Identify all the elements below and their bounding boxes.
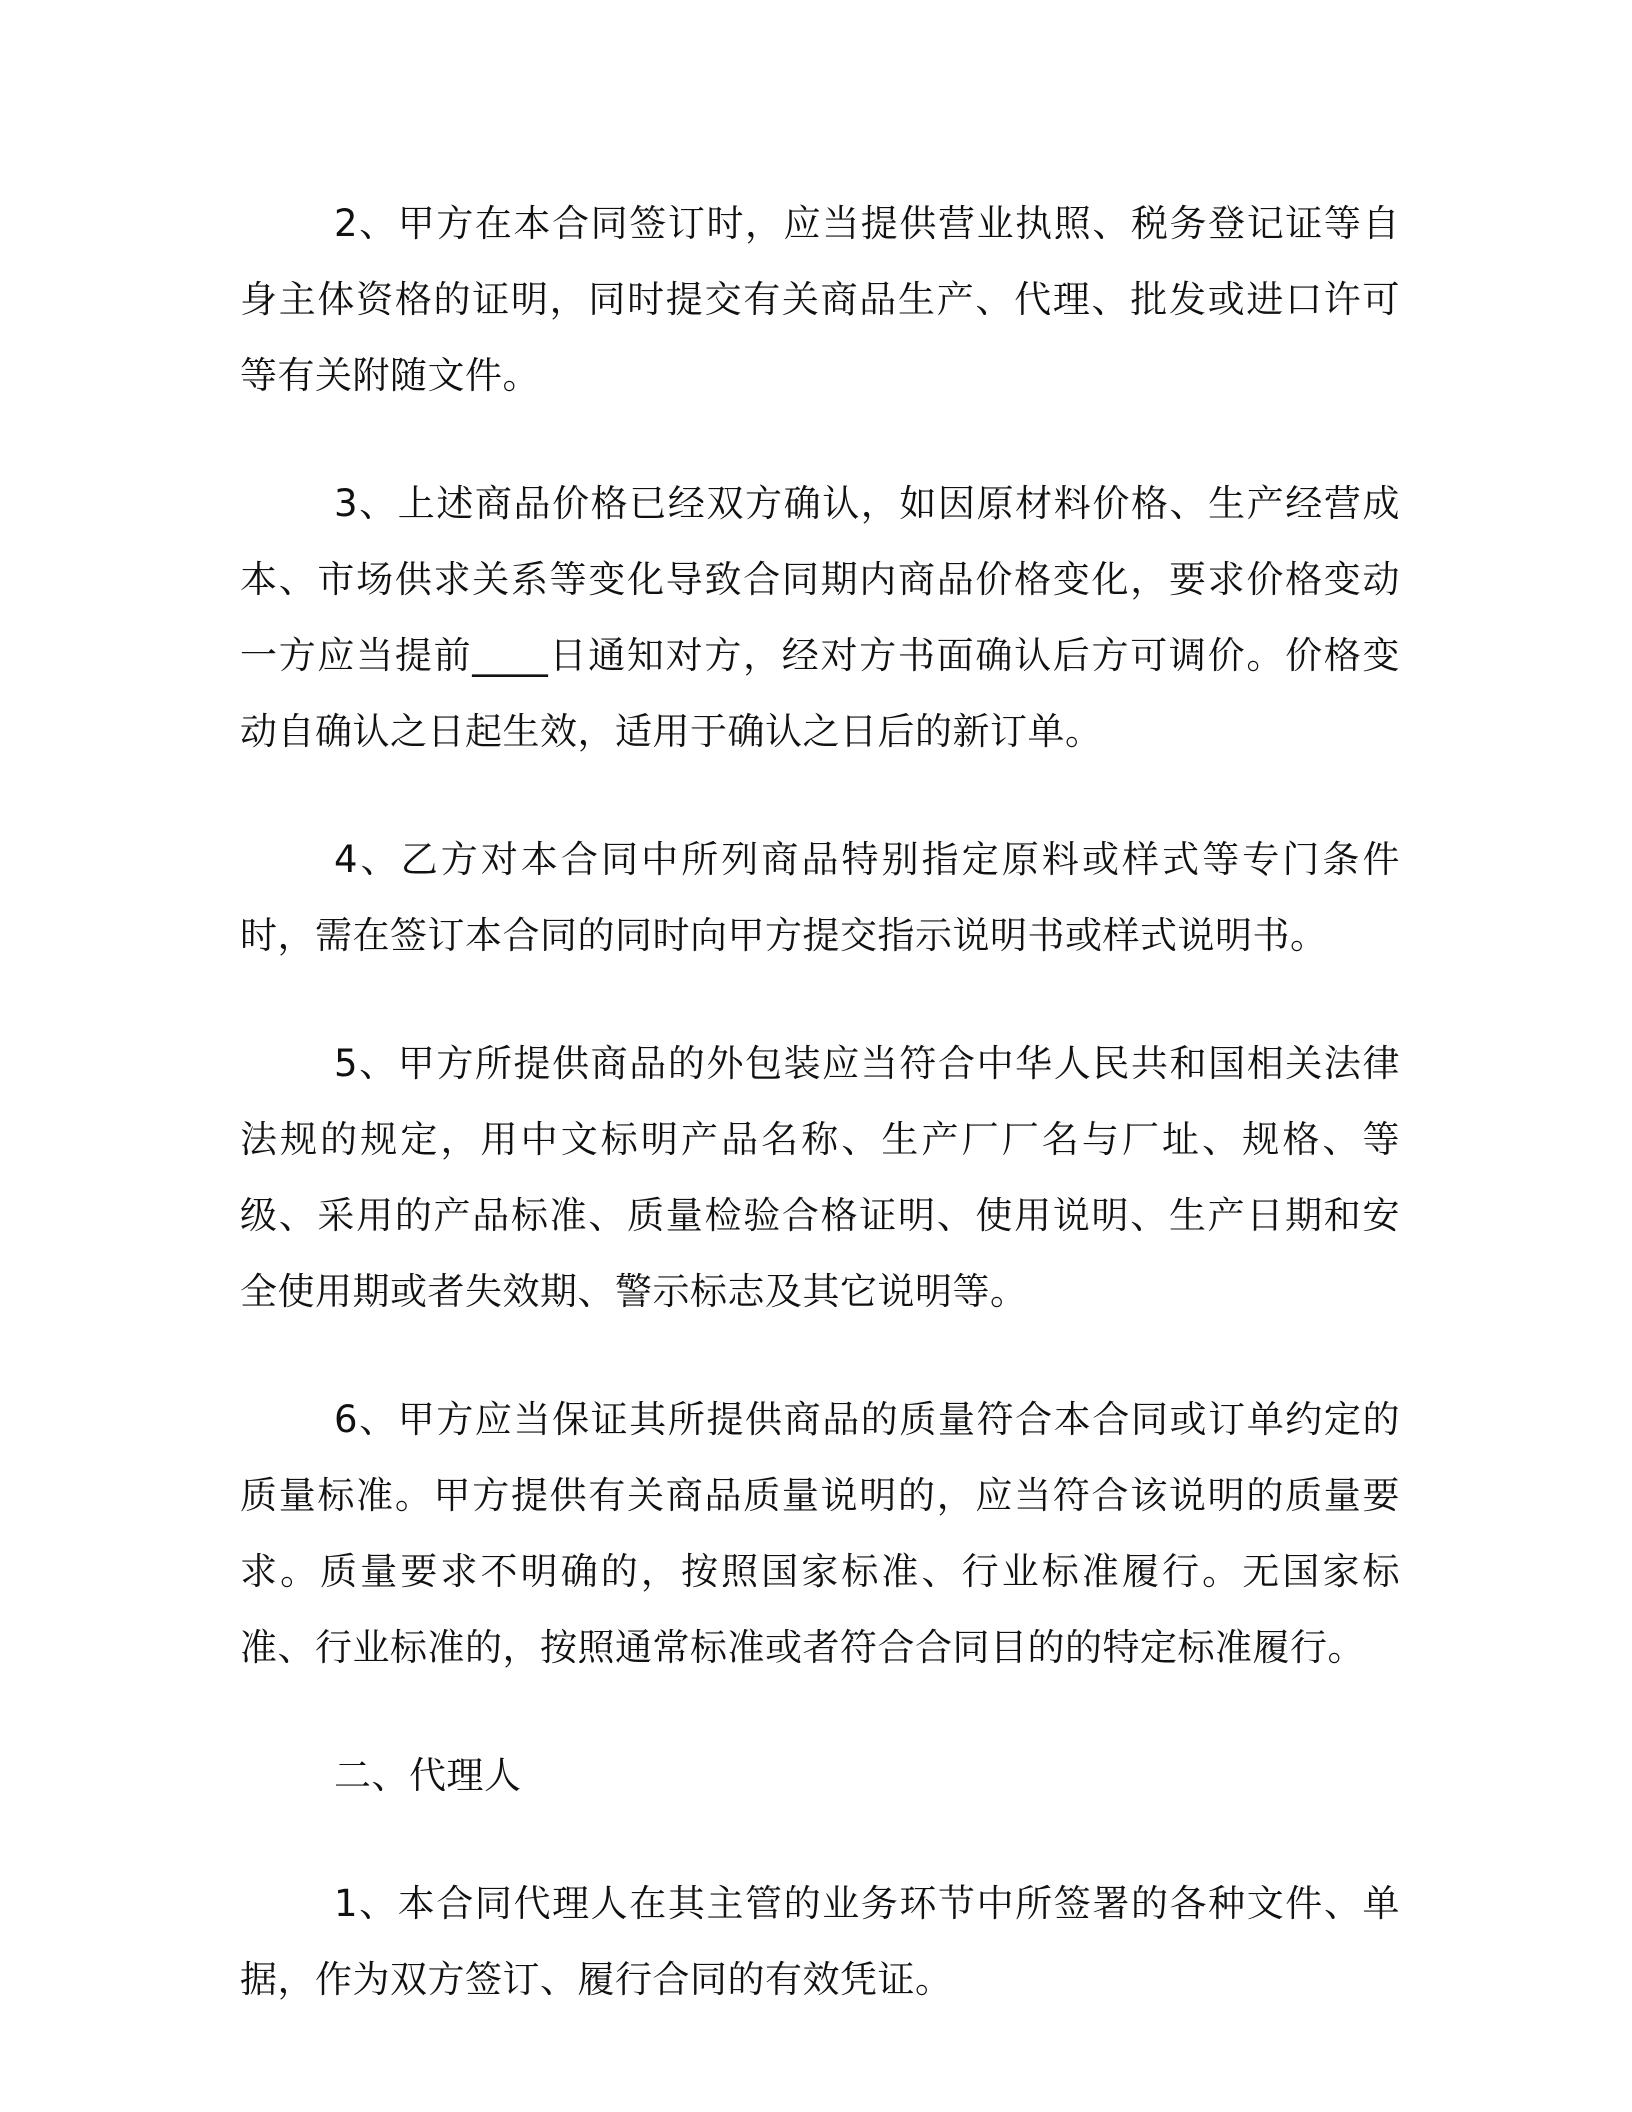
clause-5-paragraph: 5、甲方所提供商品的外包装应当符合中华人民共和国相关法律法规的规定，用中文标明产品名称、生产厂厂名与厂址、规格、等级、采用的产品标准、质量检验合格证明、使用说明、生产日期和安全使用期或者失效期、警示标志及其它说明等。	[240, 1042, 1400, 1313]
clause-4-paragraph: 4、乙方对本合同中所列商品特别指定原料或样式等专门条件时，需在签订本合同的同时向甲方提交指示说明书或样式说明书。	[240, 838, 1400, 957]
clause-2-paragraph: 2、甲方在本合同签订时，应当提供营业执照、税务登记证等自身主体资格的证明，同时提交有关商品生产、代理、批发或进口许可等有关附随文件。	[240, 202, 1400, 397]
clause-3-paragraph: 3、上述商品价格已经双方确认，如因原材料价格、生产经营成本、市场供求关系等变化导致合同期内商品价格变化，要求价格变动一方应当提前____日通知对方，经对方书面确认后方可调价。价格变动自确认之日起生效，适用于确认之日后的新订单。	[240, 482, 1400, 753]
section-heading-agent: 二、代理人	[334, 1754, 522, 1797]
document-body	[240, 186, 1400, 2070]
agent-clause-1-paragraph: 1、本合同代理人在其主管的业务环节中所签署的各种文件、单据，作为双方签订、履行合同的有效凭证。	[240, 1882, 1400, 2001]
clause-6-paragraph: 6、甲方应当保证其所提供商品的质量符合本合同或订单约定的质量标准。甲方提供有关商品质量说明的，应当符合该说明的质量要求。质量要求不明确的，按照国家标准、行业标准履行。无国家标准、行业标准的，按照通常标准或者符合合同目的的特定标准履行。	[240, 1398, 1400, 1669]
